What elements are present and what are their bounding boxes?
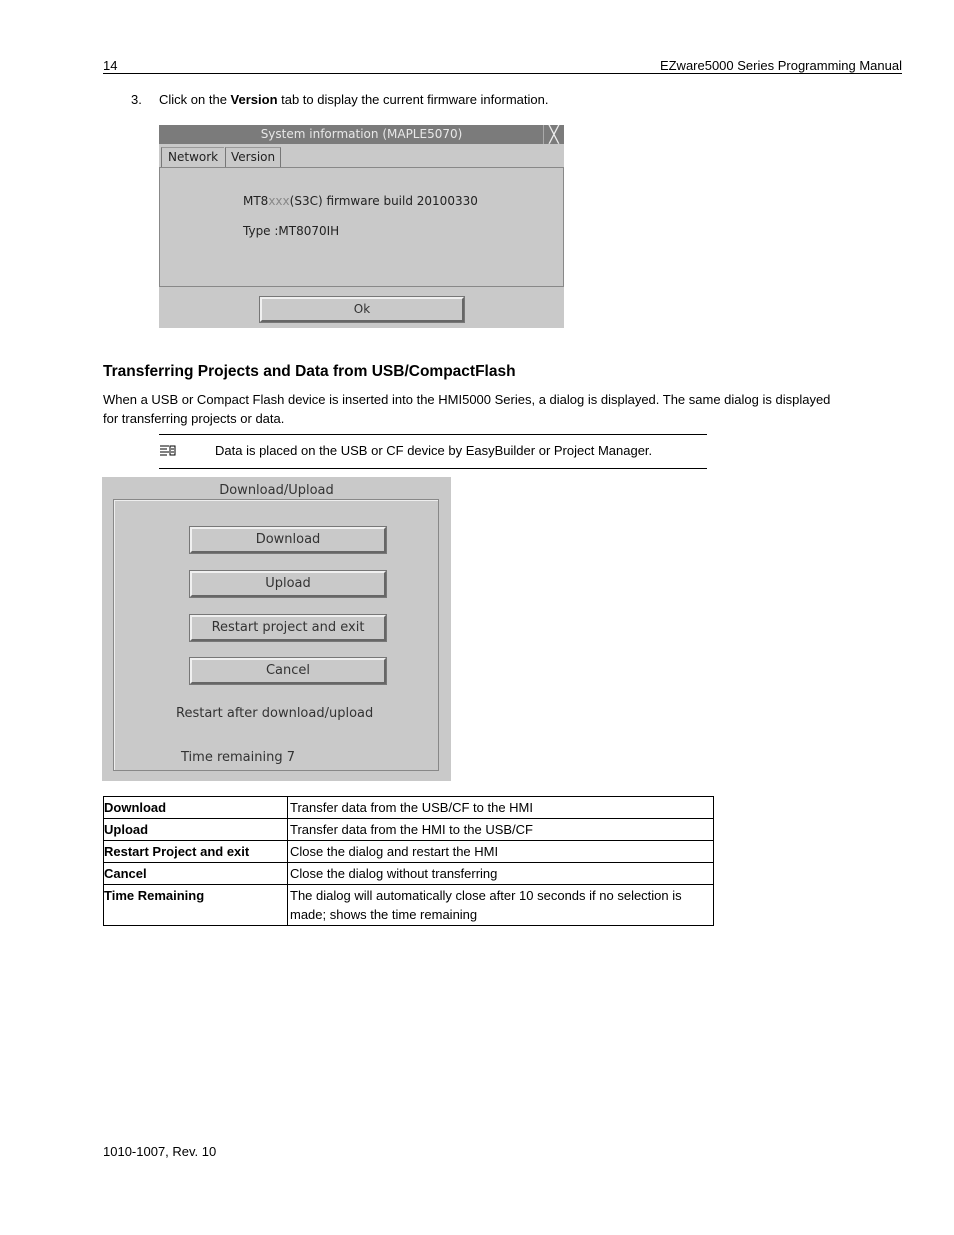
- firmware-build-line: [243, 194, 478, 208]
- download-button[interactable]: Download: [190, 527, 386, 553]
- note-icon: [159, 444, 177, 461]
- manual-title: EZware5000 Series Programming Manual: [659, 58, 902, 73]
- step-text-before: Click on the: [159, 92, 231, 107]
- table-value: Transfer data from the USB/CF to the HMI: [288, 797, 714, 819]
- section-paragraph: When a USB or Compact Flash device is inserted into the HMI5000 Series, a dialog is displayed. The same dialog is displayed for transferring projects or data.: [103, 392, 831, 426]
- table-row: [104, 841, 714, 863]
- restart-after-label: Restart after download/upload: [176, 706, 374, 721]
- cancel-button[interactable]: Cancel: [190, 658, 386, 684]
- step-bold-version: Version: [230, 92, 278, 107]
- firmware-model-placeholder: xxx: [268, 194, 290, 208]
- restart-project-button[interactable]: Restart project and exit: [190, 615, 386, 641]
- page-number: 14: [103, 58, 118, 73]
- table-value: The dialog will automatically close after 10 seconds if no selection is made; shows the time remaining: [288, 885, 714, 926]
- type-line: Type :MT8070IH: [243, 224, 340, 238]
- time-remaining-label: Time remaining 7: [181, 750, 295, 765]
- step-3: [131, 92, 548, 107]
- header-rule: [103, 73, 902, 74]
- firmware-suffix: (S3C) firmware build 20100330: [289, 194, 478, 208]
- download-upload-panel: [113, 499, 439, 771]
- system-info-tabs: [159, 145, 564, 167]
- ok-button[interactable]: Ok: [260, 297, 464, 322]
- note-bottom-rule: [159, 468, 707, 469]
- tab-version[interactable]: Version: [225, 147, 281, 167]
- table-row: [104, 819, 714, 841]
- footer-doc-id: 1010-1007, Rev. 10: [103, 1144, 217, 1159]
- table-row: [104, 863, 714, 885]
- table-key: Restart Project and exit: [104, 841, 288, 863]
- system-info-title: System information (MAPLE5070): [159, 125, 564, 144]
- section-heading: Transferring Projects and Data from USB/CompactFlash: [103, 363, 516, 380]
- version-panel: [159, 167, 564, 287]
- table-key: Download: [104, 797, 288, 819]
- table-key: Time Remaining: [104, 885, 288, 926]
- table-row: [104, 797, 714, 819]
- system-info-dialog: [159, 125, 564, 328]
- close-icon[interactable]: ╳: [543, 125, 564, 144]
- note-top-rule: [159, 434, 707, 435]
- step-number: 3.: [131, 92, 142, 107]
- table-key: Cancel: [104, 863, 288, 885]
- table-value: Close the dialog without transferring: [288, 863, 714, 885]
- download-upload-dialog: [102, 477, 451, 781]
- table-row: [104, 885, 714, 926]
- note-text: Data is placed on the USB or CF device by EasyBuilder or Project Manager.: [215, 443, 653, 458]
- step-text-after: tab to display the current firmware information.: [277, 92, 549, 107]
- tab-network[interactable]: Network: [161, 147, 224, 167]
- firmware-prefix: MT8: [243, 194, 269, 208]
- table-value: Close the dialog and restart the HMI: [288, 841, 714, 863]
- table-key: Upload: [104, 819, 288, 841]
- options-table: [103, 796, 714, 926]
- upload-button[interactable]: Upload: [190, 571, 386, 597]
- table-value: Transfer data from the HMI to the USB/CF: [288, 819, 714, 841]
- download-upload-title: Download/Upload: [219, 483, 334, 498]
